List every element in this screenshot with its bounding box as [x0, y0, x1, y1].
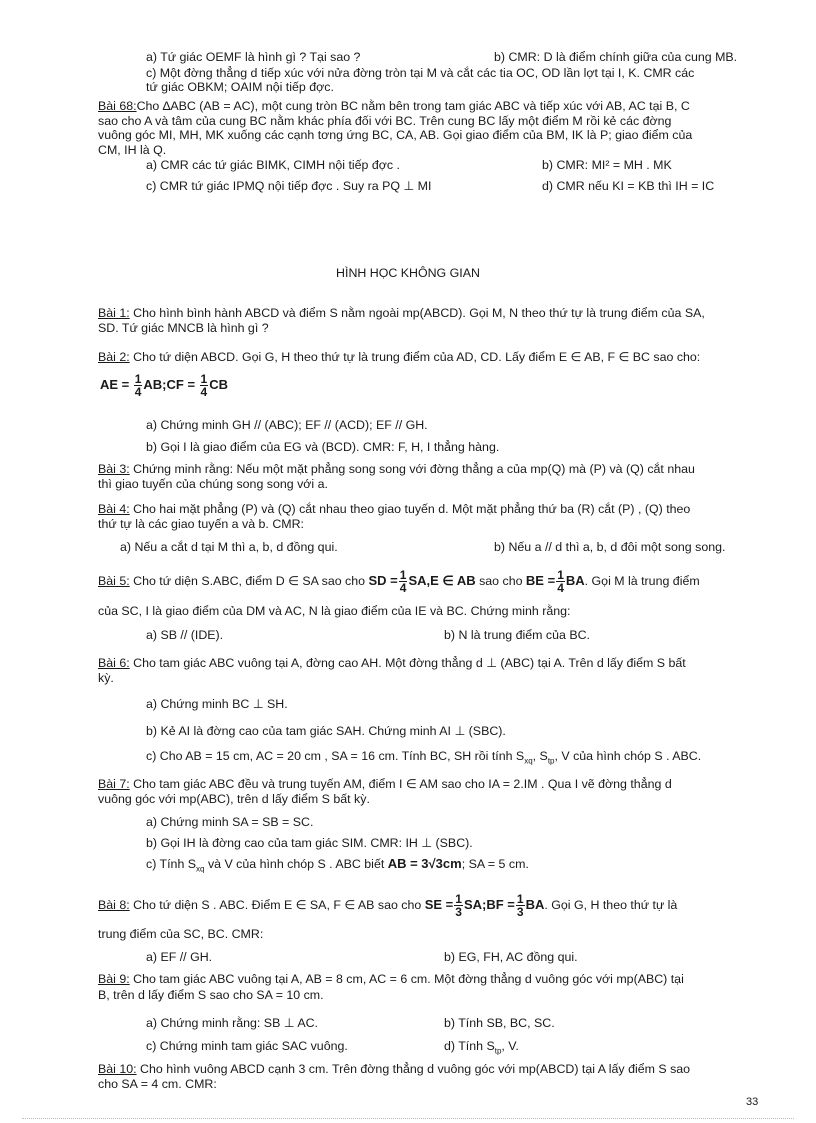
exercise-3-label: Bài 3: — [98, 462, 130, 476]
fraction — [516, 893, 525, 918]
subscript: xq — [196, 864, 205, 874]
exercise-10-label: Bài 10: — [98, 1062, 137, 1076]
formula-text: SA,E ∈ AB — [408, 573, 476, 588]
formula-text: SA;BF = — [463, 897, 515, 912]
formula-text: AB = 3√3cm — [387, 856, 462, 871]
exercise-10-text: Cho hình vuông ABCD cạnh 3 cm. Trên đờng thẳng d vuông góc với mp(ABCD) tại A lấy điểm S sao — [136, 1062, 691, 1076]
exercise-2-text: Cho tứ diện ABCD. Gọi G, H theo thứ tự là trung điểm của AD, CD. Lấy điểm E ∈ AB, F ∈ BC sao cho: — [129, 350, 701, 364]
exercise-68-line4: CM, IH là Q. — [98, 143, 167, 157]
footer-divider — [22, 1118, 794, 1119]
exercise-7-line1 — [98, 777, 672, 791]
exercise-68-a: a) CMR các tứ giác BIMK, CIMH nội tiếp đợc . — [146, 158, 400, 172]
exercise-68-c: c) CMR tứ giác IPMQ nội tiếp đợc . Suy ra PQ ⊥ MI — [146, 179, 432, 193]
exercise-3-line1 — [98, 462, 695, 476]
exercise-1-line1 — [98, 306, 705, 320]
exercise-6-label: Bài 6: — [98, 656, 130, 670]
fraction-numerator: 1 — [200, 372, 208, 387]
exercise-9-d-text: , V. — [501, 1039, 519, 1053]
exercise-7-label: Bài 7: — [98, 777, 130, 791]
exercise-1-line2: SD. Tứ giác MNCB là hình gì ? — [98, 321, 269, 335]
subscript: tp — [494, 1046, 502, 1056]
exercise-9-d-text: d) Tính S — [444, 1039, 495, 1053]
exercise-7-b: b) Gọi IH là đờng cao của tam giác SIM. CMR: IH ⊥ (SBC). — [146, 836, 473, 850]
exercise-5-text: Cho tứ diện S.ABC, điểm D ∈ SA sao cho — [129, 574, 369, 588]
exercise-68-d: d) CMR nếu KI = KB thì IH = IC — [542, 179, 715, 193]
exercise-7-line2: vuông góc với mp(ABC), trên d lấy điểm S bất kỳ. — [98, 792, 370, 806]
subscript: tp — [547, 756, 555, 766]
exercise-9-line2: B, trên d lấy điểm S sao cho SA = 10 cm. — [98, 988, 324, 1002]
exercise-68-line1 — [98, 99, 690, 113]
exercise-4-a: a) Nếu a cắt d tại M thì a, b, d đồng qui. — [120, 540, 338, 554]
exercise-2-b: b) Gọi I là giao điểm của EG và (BCD). CMR: F, H, I thẳng hàng. — [146, 440, 500, 454]
exercise-68-b: b) CMR: MI² = MH . MK — [542, 158, 672, 172]
exercise-7-c-text: c) Tính S — [146, 857, 197, 871]
exercise-68-line2: sao cho A và tâm của cung BC nằm khác phía đối với BC. Trên cung BC lấy một điểm M rồi kẻ các đờng — [98, 114, 672, 128]
formula-text: BE = — [525, 573, 556, 588]
exercise-1-text: Cho hình bình hành ABCD và điểm S nằm ngoài mp(ABCD). Gọi M, N theo thứ tự là trung điểm của SA, — [129, 306, 705, 320]
fraction-denominator: 4 — [399, 581, 407, 596]
fraction-numerator: 1 — [399, 568, 407, 583]
exercise-7-a: a) Chứng minh SA = SB = SC. — [146, 815, 314, 829]
exercise-1-label: Bài 1: — [98, 306, 130, 320]
exercise-5-line1 — [98, 569, 700, 594]
exercise-10-line2: cho SA = 4 cm. CMR: — [98, 1077, 217, 1091]
exercise-8-label: Bài 8: — [98, 898, 130, 912]
exercise-8-line1 — [98, 893, 677, 918]
top-item-c-cont: tứ giác OBKM; OAIM nội tiếp đợc. — [146, 80, 334, 94]
exercise-4-b: b) Nếu a // d thì a, b, d đôi một song song. — [494, 540, 726, 554]
formula-text: SE = — [424, 897, 454, 912]
subscript: xq — [524, 756, 533, 766]
exercise-8-line2: trung điểm của SC, BC. CMR: — [98, 927, 264, 941]
exercise-8-text: Cho tứ diện S . ABC. Điểm E ∈ SA, F ∈ AB sao cho — [129, 898, 425, 912]
exercise-2-line1 — [98, 350, 700, 364]
formula-text: CB — [209, 377, 228, 392]
exercise-6-line1 — [98, 656, 686, 670]
formula-text: AE = — [100, 377, 130, 392]
top-item-a: a) Tứ giác OEMF là hình gì ? Tại sao ? — [146, 50, 361, 64]
fraction — [399, 569, 408, 594]
exercise-5-text: sao cho — [479, 574, 526, 588]
exercise-68-text: Cho ∆ABC (AB = AC), một cung tròn BC nằm bên trong tam giác ABC và tiếp xúc với AB, AC tại B, C — [136, 99, 690, 113]
fraction-numerator: 1 — [134, 372, 142, 387]
exercise-9-label: Bài 9: — [98, 972, 130, 986]
exercise-7-text: Cho tam giác ABC đều và trung tuyến AM, điểm I ∈ AM sao cho IA = 2.IM . Qua I vẽ đờng thẳng d — [129, 777, 672, 791]
fraction-denominator: 4 — [134, 385, 142, 400]
fraction-denominator: 4 — [557, 581, 564, 596]
top-item-c: c) Một đờng thẳng d tiếp xúc với nửa đờng tròn tại M và cắt các tia OC, OD lần lợt tại I, K. CMR các — [146, 66, 695, 80]
exercise-9-text: Cho tam giác ABC vuông tại A, AB = 8 cm, AC = 6 cm. Một đờng thẳng d vuông góc với mp(ABC) tại — [129, 972, 684, 986]
exercise-6-c-text: , S — [532, 749, 548, 763]
fraction-denominator: 3 — [516, 905, 524, 920]
exercise-7-c-text: ; SA = 5 cm. — [461, 857, 529, 871]
exercise-5-a: a) SB // (IDE). — [146, 628, 224, 642]
exercise-7-c-text: và V của hình chóp S . ABC biết — [204, 857, 388, 871]
exercise-6-text: Cho tam giác ABC vuông tại A, đờng cao AH. Một đờng thẳng d ⊥ (ABC) tại A. Trên d lấy điểm S bất — [129, 656, 686, 670]
exercise-7-c — [146, 857, 529, 876]
exercise-6-c — [146, 749, 701, 768]
fraction-numerator: 1 — [455, 892, 462, 907]
exercise-6-line2: kỳ. — [98, 671, 114, 685]
page-number: 33 — [746, 1096, 759, 1108]
formula-text: SD = — [368, 573, 398, 588]
formula-text: AB;CF = — [143, 377, 196, 392]
exercise-9-c: c) Chứng minh tam giác SAC vuông. — [146, 1039, 348, 1053]
exercise-4-label: Bài 4: — [98, 502, 130, 516]
exercise-6-c-text: , V của hình chóp S . ABC. — [554, 749, 702, 763]
exercise-4-line2: thứ tự là các giao tuyến a và b. CMR: — [98, 517, 304, 531]
exercise-5-line2: của SC, I là giao điểm của DM và AC, N là giao điểm của IE và BC. Chứng minh rằng: — [98, 604, 571, 618]
exercise-3-text: Chứng minh rằng: Nếu một mặt phẳng song song với đờng thẳng a của mp(Q) mà (P) và (Q) cắt nhau — [129, 462, 695, 476]
exercise-2-label: Bài 2: — [98, 350, 130, 364]
exercise-9-b: b) Tính SB, BC, SC. — [444, 1016, 555, 1030]
fraction — [556, 569, 565, 594]
exercise-68-label: Bài 68: — [98, 99, 137, 113]
exercise-2-a: a) Chứng minh GH // (ABC); EF // (ACD); EF // GH. — [146, 418, 428, 432]
exercise-8-text: . Gọi G, H theo thứ tự là — [544, 898, 678, 912]
exercise-6-b: b) Kẻ AI là đờng cao của tam giác SAH. Chứng minh AI ⊥ (SBC). — [146, 724, 506, 738]
section-title: HÌNH HỌC KHÔNG GIAN — [336, 266, 480, 280]
exercise-9-line1 — [98, 972, 684, 986]
exercise-8-a: a) EF // GH. — [146, 950, 213, 964]
fraction-denominator: 4 — [200, 385, 208, 400]
exercise-9-d — [444, 1039, 519, 1058]
fraction-numerator: 1 — [557, 568, 564, 583]
exercise-9-a: a) Chứng minh rằng: SB ⊥ AC. — [146, 1016, 318, 1030]
exercise-5-text: . Gọi M là trung điểm — [584, 574, 700, 588]
fraction — [200, 373, 209, 398]
exercise-10-line1 — [98, 1062, 690, 1076]
exercise-68-line3: vuông góc MI, MH, MK xuống các cạnh tơng ứng BC, CA, AB. Gọi giao điểm của BM, IK là P; giao điểm của — [98, 128, 693, 142]
exercise-6-a: a) Chứng minh BC ⊥ SH. — [146, 697, 288, 711]
exercise-5-label: Bài 5: — [98, 574, 130, 588]
fraction — [454, 893, 463, 918]
formula-text: BA — [525, 897, 545, 912]
fraction-numerator: 1 — [516, 892, 524, 907]
exercise-5-b: b) N là trung điểm của BC. — [444, 628, 590, 642]
exercise-8-b: b) EG, FH, AC đồng qui. — [444, 950, 578, 964]
exercise-4-text: Cho hai mặt phẳng (P) và (Q) cắt nhau theo giao tuyến d. Một mặt phẳng thứ ba (R) cắt (P) , (Q) theo — [129, 502, 691, 516]
formula-text: BA — [565, 573, 585, 588]
exercise-3-line2: thì giao tuyến của chúng song song với a. — [98, 477, 328, 491]
fraction — [134, 373, 143, 398]
top-item-b: b) CMR: D là điểm chính giữa của cung MB. — [494, 50, 738, 64]
exercise-6-c-text: c) Cho AB = 15 cm, AC = 20 cm , SA = 16 cm. Tính BC, SH rồi tính S — [146, 749, 525, 763]
exercise-2-formula — [100, 372, 228, 398]
fraction-denominator: 3 — [455, 905, 462, 920]
exercise-4-line1 — [98, 502, 690, 516]
